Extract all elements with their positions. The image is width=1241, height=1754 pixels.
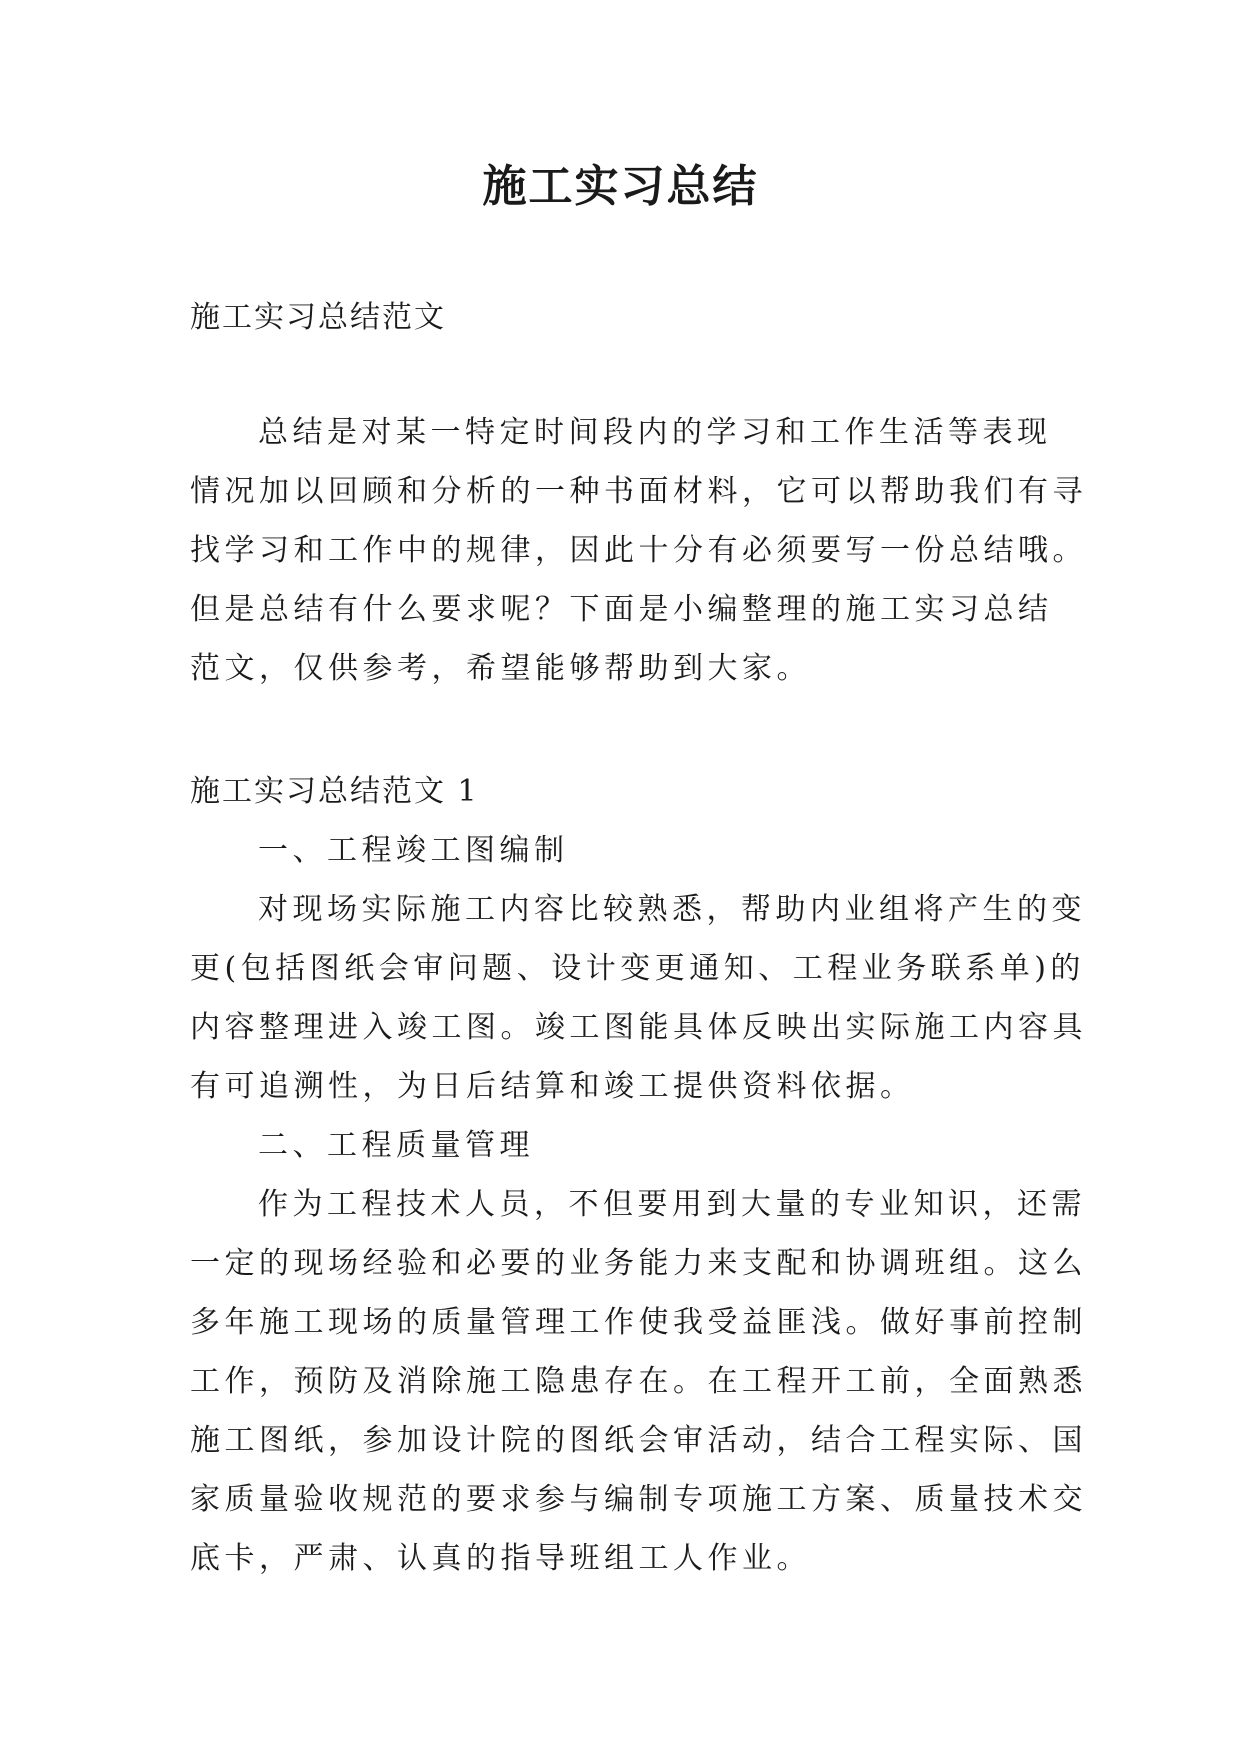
para-1-line: 对现场实际施工内容比较熟悉，帮助内业组将产生的变 (258, 892, 1086, 927)
section-heading-1: 一、工程竣工图编制 (258, 833, 569, 868)
intro-line: 情况加以回顾和分析的一种书面材料，它可以帮助我们有寻 (190, 474, 1087, 509)
document-subtitle: 施工实习总结范文 (190, 300, 446, 335)
para-2-line: 施工图纸，参加设计院的图纸会审活动，结合工程实际、国 (190, 1423, 1087, 1458)
para-2-line: 家质量验收规范的要求参与编制专项施工方案、质量技术交 (190, 1482, 1087, 1517)
intro-line: 找学习和工作中的规律，因此十分有必须要写一份总结哦。 (190, 533, 1087, 568)
para-1-line: 内容整理进入竣工图。竣工图能具体反映出实际施工内容具 (190, 1010, 1087, 1045)
para-2-line: 多年施工现场的质量管理工作使我受益匪浅。做好事前控制 (190, 1305, 1087, 1340)
intro-line: 范文，仅供参考，希望能够帮助到大家。 (190, 651, 811, 686)
para-1-line: 更(包括图纸会审问题、设计变更通知、工程业务联系单)的 (190, 951, 1085, 986)
section-title: 施工实习总结范文 1 (190, 774, 479, 809)
para-2-line: 工作，预防及消除施工隐患存在。在工程开工前，全面熟悉 (190, 1364, 1087, 1399)
section-heading-2: 二、工程质量管理 (258, 1128, 534, 1163)
intro-line: 总结是对某一特定时间段内的学习和工作生活等表现 (258, 415, 1052, 450)
para-2-line: 一定的现场经验和必要的业务能力来支配和协调班组。这么 (190, 1246, 1087, 1281)
para-2-line: 作为工程技术人员，不但要用到大量的专业知识，还需 (258, 1187, 1086, 1222)
section-body (190, 762, 1087, 1588)
para-1-line: 有可追溯性，为日后结算和竣工提供资料依据。 (190, 1069, 915, 1104)
para-2-line: 底卡，严肃、认真的指导班组工人作业。 (190, 1541, 811, 1576)
intro-paragraph (190, 403, 1087, 698)
intro-line: 但是总结有什么要求呢？下面是小编整理的施工实习总结 (190, 592, 1053, 627)
document-title: 施工实习总结 (482, 161, 759, 212)
